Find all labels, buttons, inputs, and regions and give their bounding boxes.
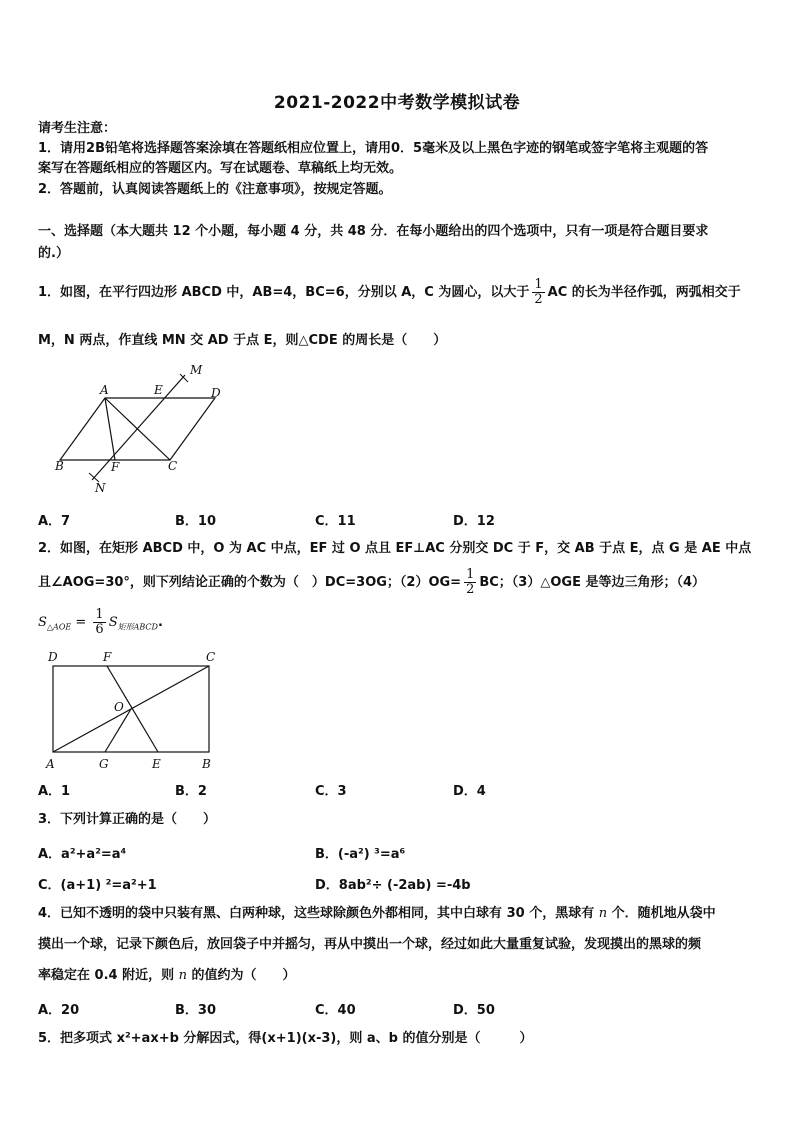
label-A: A [100,383,109,397]
q3-option-d[interactable]: D．8ab²÷ (-2ab) =-4b [315,878,471,893]
arc-mark-m [180,374,188,382]
q2-option-a[interactable]: A．1 [38,784,71,799]
q2-s-left-sub: △AOE [46,622,72,632]
q2-frac-den: 2 [466,582,475,597]
q2-frac2-den: 6 [95,622,104,637]
q1-text-b: M，N 两点，作直线 MN 交 AD 于点 E，则△CDE 的周长是（ ） [38,333,447,348]
label-B: B [202,757,211,771]
q2-text-b [38,568,705,597]
q1-fraction [532,278,544,307]
q2-text-b-post: BC；（3）△OGE 是等边三角形；（4） [479,575,706,590]
q3-text: 3．下列计算正确的是（ ） [38,812,217,827]
label-C: C [168,459,178,473]
q4-text-c-pre: 率稳定在 0.4 附近，则 [38,968,179,983]
q1-text-a [38,278,741,307]
q2-frac2-num: 1 [95,607,104,622]
label-E: E [154,383,163,397]
label-D: D [211,386,221,400]
q4-n-variable-2: n [178,968,187,983]
q2-text-a: 2．如图，在矩形 ABCD 中，O 为 AC 中点，EF 过 O 点且 EF⊥AC 分别交 DC 于 F，交 AB 于点 E，点 G 是 AE 中点 [38,541,752,556]
q2-s-right-sub: 矩形ABCD [117,622,158,632]
q1-text-a-post: AC 的长为半径作弧，两弧相交于 [547,285,741,300]
q1-text-a-pre: 1．如图，在平行四边形 ABCD 中，AB=4，BC=6，分别以 A，C 为圆心，以大于 [38,285,530,300]
label-C: C [206,650,216,664]
q2-eq: = [71,615,91,630]
label-M: M [190,363,203,377]
q1-option-a[interactable]: A．7 [38,514,71,529]
q4-text-c-post: 的值约为（ ） [186,968,296,983]
label-E: E [152,757,161,771]
q5-text: 5．把多项式 x²+ax+b 分解因式，得(x+1)(x-3)，则 a、b 的值分别是（ ） [38,1031,533,1046]
label-B: B [55,459,64,473]
segment-og [105,709,131,752]
q4-text-a-post: 个．随机地从袋中 [607,906,716,921]
q3-option-b[interactable]: B．(-a²) ³=a⁶ [315,847,406,862]
label-O: O [114,700,124,714]
q4-text-b: 摸出一个球，记录下颜色后，放回袋子中并摇匀，再从中摸出一个球，经过如此大量重复试验，发现摸出的黑球的频 [38,937,702,952]
q2-s-right: S [108,615,118,630]
q2-formula [38,608,163,637]
segment-af [105,398,115,460]
q4-text-a [38,905,716,923]
q1-option-d[interactable]: D．12 [453,514,495,529]
q4-option-a[interactable]: A．20 [38,1003,80,1018]
label-G: G [99,757,109,771]
q2-option-c[interactable]: C．3 [315,784,347,799]
section-heading-a: 一、选择题（本大题共 12 个小题，每小题 4 分，共 48 分．在每小题给出的四个选项中，只有一项是符合题目要求 [38,224,709,239]
q2-frac-num: 1 [466,567,475,582]
q2-fraction-2 [93,608,105,637]
q1-frac-num: 1 [534,277,543,292]
q1-option-b[interactable]: B．10 [175,514,216,529]
q2-text-b-pre: 且∠AOG=30°，则下列结论正确的个数为（ ）DC=3OG；（2）OG= [38,575,462,590]
q3-option-c[interactable]: C．(a+1) ²=a²+1 [38,878,157,893]
q2-fraction [464,568,476,597]
page-title: 2021-2022中考数学模拟试卷 [273,93,521,113]
notice-item-1b: 案写在答题纸相应的答题区内。写在试题卷、草稿纸上均无效。 [38,161,403,176]
section-heading-b: 的.） [38,246,69,261]
notice-item-2: 2．答题前，认真阅读答题纸上的《注意事项》，按规定答题。 [38,182,392,197]
q1-option-c[interactable]: C．11 [315,514,356,529]
q4-n-variable: n [598,906,608,921]
q1-frac-den: 2 [534,292,543,307]
q2-s-left: S [38,615,47,630]
label-F: F [111,460,120,474]
notice-heading: 请考生注意： [38,121,117,136]
notice-item-1a: 1．请用2B铅笔将选择题答案涂填在答题纸相应位置上，请用0．5毫米及以上黑色字迹的钢笔或签字笔将主观题的答 [38,141,709,156]
q2-option-d[interactable]: D．4 [453,784,486,799]
label-N: N [95,481,106,495]
q2-option-b[interactable]: B．2 [175,784,207,799]
q2-figure [40,648,230,773]
q4-text-a-pre: 4．已知不透明的袋中只装有黑、白两种球，这些球除颜色外都相同，其中白球有 30 个，黑球有 [38,906,599,921]
label-F: F [103,650,112,664]
label-A: A [46,757,55,771]
label-D: D [48,650,58,664]
q3-option-a[interactable]: A．a²+a²=a⁴ [38,847,127,862]
q4-option-d[interactable]: D．50 [453,1003,495,1018]
q4-option-b[interactable]: B．30 [175,1003,216,1018]
q4-option-c[interactable]: C．40 [315,1003,356,1018]
q4-text-c [38,967,296,985]
q2-tail: . [157,615,163,630]
q1-figure [40,360,240,495]
